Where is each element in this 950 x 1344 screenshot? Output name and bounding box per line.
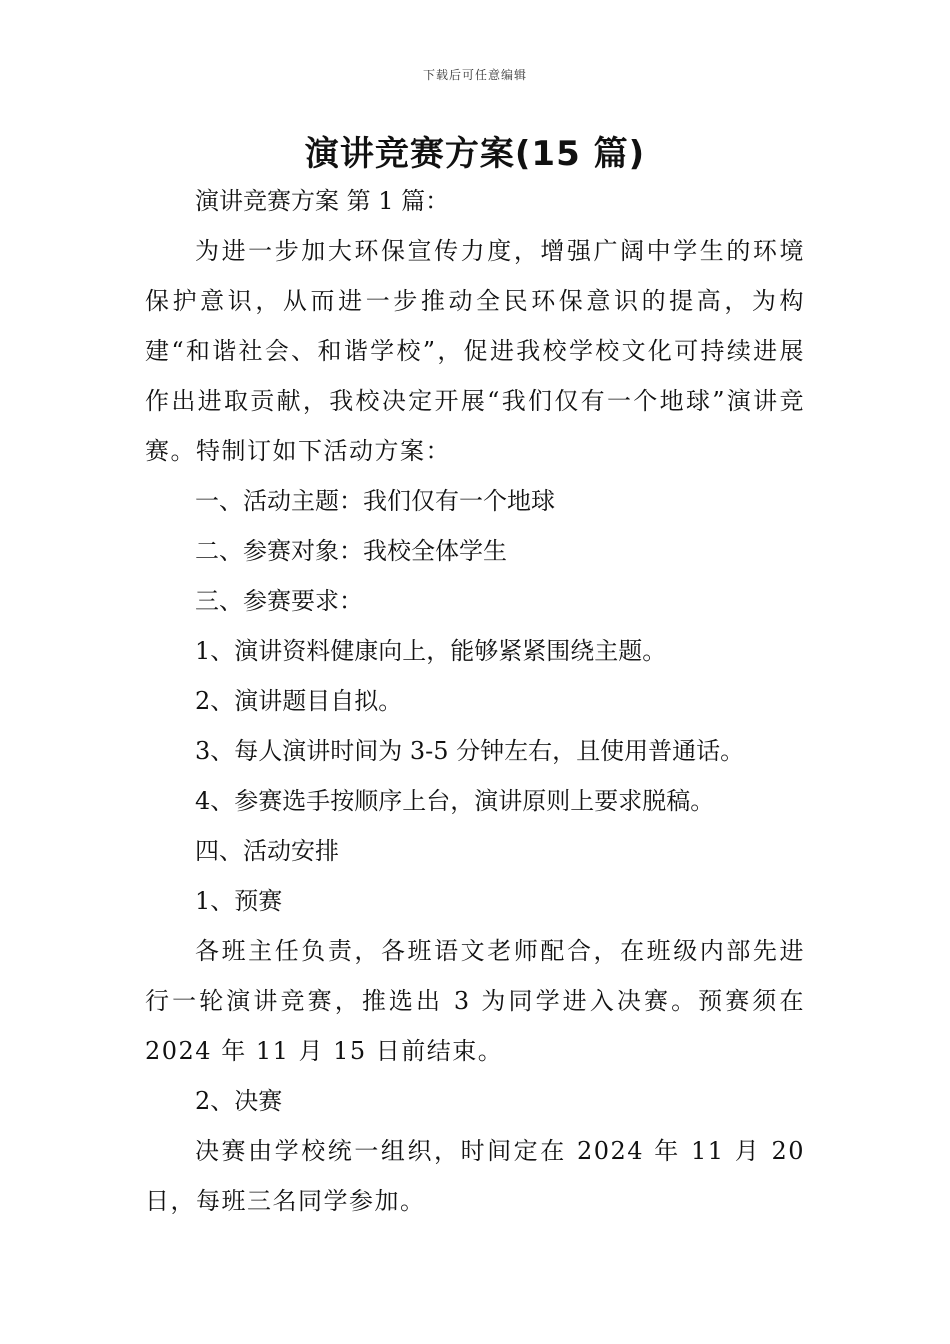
list-item: 2、演讲题目自拟。: [195, 687, 403, 715]
body-paragraph: 决赛由学校统一组织，时间定在 2024 年 11 月 20 日，每班三名同学参加。: [145, 1137, 805, 1215]
header-note: 下载后可任意编辑: [422, 68, 527, 82]
list-item: 二、参赛对象：我校全体学生: [195, 537, 507, 565]
list-item: 三、参赛要求：: [195, 587, 363, 615]
document-body: [145, 176, 805, 1226]
section-heading: 演讲竞赛方案 第 1 篇：: [195, 187, 450, 215]
document-title: 演讲竞赛方案(15 篇): [304, 134, 646, 174]
list-item: 一、活动主题：我们仅有一个地球: [195, 487, 555, 515]
list-item: 1、演讲资料健康向上，能够紧紧围绕主题。: [195, 637, 667, 665]
list-item: 四、活动安排: [195, 837, 339, 865]
list-item: 1、预赛: [195, 887, 283, 915]
body-paragraph: 为进一步加大环保宣传力度，增强广阔中学生的环境保护意识，从而进一步推动全民环保意识的提高，为构建“和谐社会、和谐学校”，促进我校学校文化可持续进展作出进取贡献，我校决定开展“我们仅有一个地球”演讲竞赛。特制订如下活动方案：: [145, 237, 805, 465]
list-item: 4、参赛选手按顺序上台，演讲原则上要求脱稿。: [195, 787, 715, 815]
body-paragraph: 各班主任负责，各班语文老师配合，在班级内部先进行一轮演讲竞赛，推选出 3 为同学进入决赛。预赛须在 2024 年 11 月 15 日前结束。: [145, 937, 805, 1065]
list-item: 3、每人演讲时间为 3-5 分钟左右，且使用普通话。: [195, 737, 745, 765]
list-item: 2、决赛: [195, 1087, 283, 1115]
